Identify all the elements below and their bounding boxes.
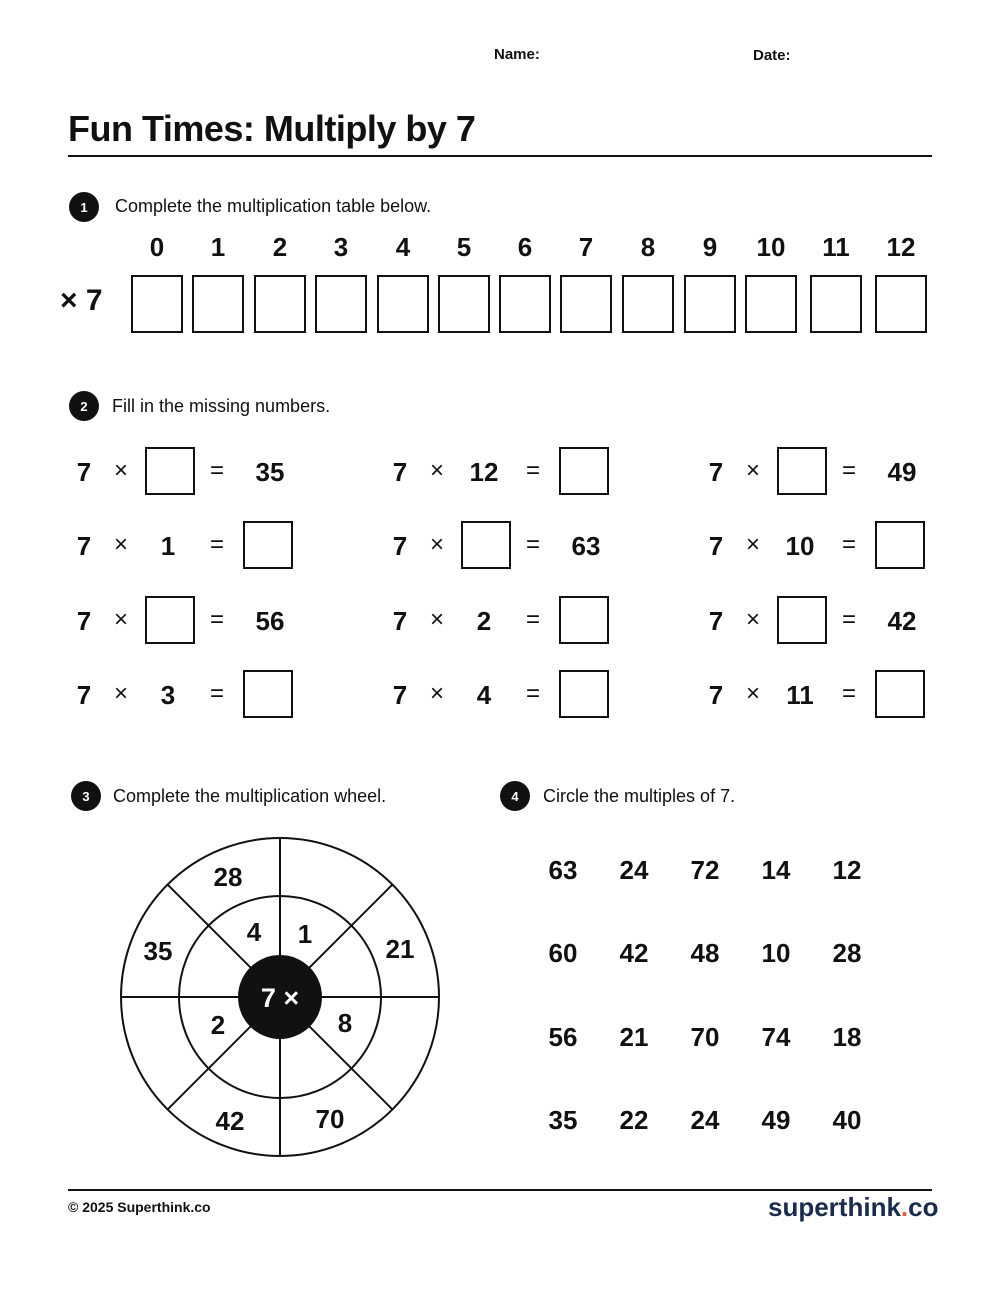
multiple-candidate[interactable]: 21 [619,1022,649,1052]
table-header-10: 10 [756,232,786,262]
equation-result: 63 [571,531,601,561]
equation-blank-b[interactable] [461,521,511,569]
wheel-outer-70: 70 [315,1104,345,1134]
wheel-inner-2: 2 [210,1010,226,1040]
equation-blank-result[interactable] [243,521,293,569]
equation-operand-a: 7 [708,457,724,487]
q3-instruction: Complete the multiplication wheel. [113,786,387,806]
wheel-inner-4: 4 [246,917,262,947]
equation-blank-result[interactable] [243,670,293,718]
page-title: Fun Times: Multiply by 7 [68,108,476,149]
multiple-candidate[interactable]: 35 [548,1105,578,1135]
multiple-candidate[interactable]: 48 [690,938,720,968]
table-answer-box-2[interactable] [254,275,306,333]
times-symbol: × [113,457,128,484]
table-answer-box-4[interactable] [377,275,429,333]
equals-symbol: = [525,457,540,484]
multiple-candidate[interactable]: 24 [690,1105,720,1135]
question-number-1: 1 [69,192,99,222]
question-number-4: 4 [500,781,530,811]
multiple-candidate[interactable]: 72 [690,855,720,885]
times-symbol: × [113,680,128,707]
times-symbol: × [745,457,760,484]
equals-symbol: = [841,531,856,558]
table-header-6: 6 [517,232,533,262]
table-answer-box-5[interactable] [438,275,490,333]
brand-dot: . [900,1192,909,1222]
q4-instruction: Circle the multiples of 7. [543,786,736,806]
equals-symbol: = [525,606,540,633]
equation-operand-a: 7 [76,531,92,561]
table-header-0: 0 [149,232,165,262]
equation-blank-b[interactable] [145,447,195,495]
equals-symbol: = [525,680,540,707]
multiple-candidate[interactable]: 74 [761,1022,791,1052]
equation-blank-b[interactable] [777,447,827,495]
equation-operand-b: 3 [160,680,176,710]
times-symbol: × [745,680,760,707]
equation-blank-result[interactable] [875,521,925,569]
brand-tail: co [908,1192,939,1222]
q1-instruction: Complete the multiplication table below. [115,196,432,216]
table-header-12: 12 [886,232,916,262]
equation-operand-b: 12 [469,457,499,487]
equation-operand-a: 7 [392,606,408,636]
table-header-5: 5 [456,232,472,262]
multiple-candidate[interactable]: 18 [832,1022,862,1052]
table-answer-box-11[interactable] [810,275,862,333]
table-header-8: 8 [640,232,656,262]
equals-symbol: = [525,531,540,558]
times-symbol: × [113,531,128,558]
equation-blank-result[interactable] [559,447,609,495]
equals-symbol: = [841,680,856,707]
multiple-candidate[interactable]: 24 [619,855,649,885]
equation-operand-a: 7 [76,606,92,636]
equation-operand-b: 11 [786,680,814,710]
equation-operand-a: 7 [708,531,724,561]
table-header-11: 11 [822,232,850,262]
wheel-outer-42: 42 [215,1106,245,1136]
brand-main: superthink [768,1192,901,1222]
multiple-candidate[interactable]: 12 [832,855,862,885]
multiple-candidate[interactable]: 70 [690,1022,720,1052]
question-number-2: 2 [69,391,99,421]
multiple-candidate[interactable]: 42 [619,938,649,968]
equation-operand-a: 7 [708,680,724,710]
name-label: Name: [494,46,540,63]
equation-operand-a: 7 [76,457,92,487]
equation-blank-b[interactable] [145,596,195,644]
equals-symbol: = [841,457,856,484]
equals-symbol: = [841,606,856,633]
multiplication-wheel [110,827,450,1167]
equation-blank-b[interactable] [777,596,827,644]
multiple-candidate[interactable]: 22 [619,1105,649,1135]
wheel-inner-1: 1 [297,919,313,949]
multiple-candidate[interactable]: 56 [548,1022,578,1052]
table-answer-box-9[interactable] [684,275,736,333]
multiple-candidate[interactable]: 14 [761,855,791,885]
equation-result: 35 [255,457,285,487]
table-header-9: 9 [702,232,718,262]
equals-symbol: = [209,680,224,707]
equals-symbol: = [209,457,224,484]
times-symbol: × [429,680,444,707]
equation-operand-a: 7 [392,680,408,710]
table-answer-box-0[interactable] [131,275,183,333]
equation-operand-b: 1 [160,531,176,561]
table-answer-box-12[interactable] [875,275,927,333]
footer-divider [68,1189,932,1191]
table-header-3: 3 [333,232,349,262]
table-answer-box-7[interactable] [560,275,612,333]
equation-operand-b: 2 [476,606,492,636]
equation-result: 49 [887,457,917,487]
brand-logo [768,1192,939,1223]
wheel-center-label: 7 × [260,983,300,1013]
times-seven-label: × 7 [60,284,103,317]
copyright: © 2025 Superthink.co [68,1199,211,1215]
times-symbol: × [745,606,760,633]
times-symbol: × [745,531,760,558]
table-header-1: 1 [210,232,226,262]
wheel-outer-21: 21 [385,934,415,964]
multiple-candidate[interactable]: 49 [761,1105,791,1135]
equals-symbol: = [209,606,224,633]
table-answer-box-3[interactable] [315,275,367,333]
equation-operand-a: 7 [392,457,408,487]
equation-operand-b: 4 [476,680,492,710]
multiple-candidate[interactable]: 28 [832,938,862,968]
table-answer-box-1[interactable] [192,275,244,333]
equation-operand-a: 7 [76,680,92,710]
table-answer-box-10[interactable] [745,275,797,333]
date-label: Date: [753,47,791,64]
table-header-7: 7 [578,232,594,262]
multiple-candidate[interactable]: 60 [548,938,578,968]
multiple-candidate[interactable]: 40 [832,1105,862,1135]
table-answer-box-8[interactable] [622,275,674,333]
equation-blank-result[interactable] [559,670,609,718]
equation-operand-a: 7 [392,531,408,561]
times-symbol: × [113,606,128,633]
equation-operand-a: 7 [708,606,724,636]
equals-symbol: = [209,531,224,558]
times-symbol: × [429,606,444,633]
multiple-candidate[interactable]: 63 [548,855,578,885]
multiple-candidate[interactable]: 10 [761,938,791,968]
table-answer-box-6[interactable] [499,275,551,333]
times-symbol: × [429,531,444,558]
times-symbol: × [429,457,444,484]
table-header-4: 4 [395,232,411,262]
wheel-outer-28: 28 [213,862,243,892]
equation-blank-result[interactable] [559,596,609,644]
title-divider [68,155,932,157]
equation-result: 56 [255,606,285,636]
wheel-outer-35: 35 [143,936,173,966]
equation-blank-result[interactable] [875,670,925,718]
table-header-2: 2 [272,232,288,262]
question-number-3: 3 [71,781,101,811]
equation-operand-b: 10 [785,531,815,561]
wheel-inner-8: 8 [337,1008,353,1038]
q2-instruction: Fill in the missing numbers. [112,396,331,416]
equation-result: 42 [887,606,917,636]
